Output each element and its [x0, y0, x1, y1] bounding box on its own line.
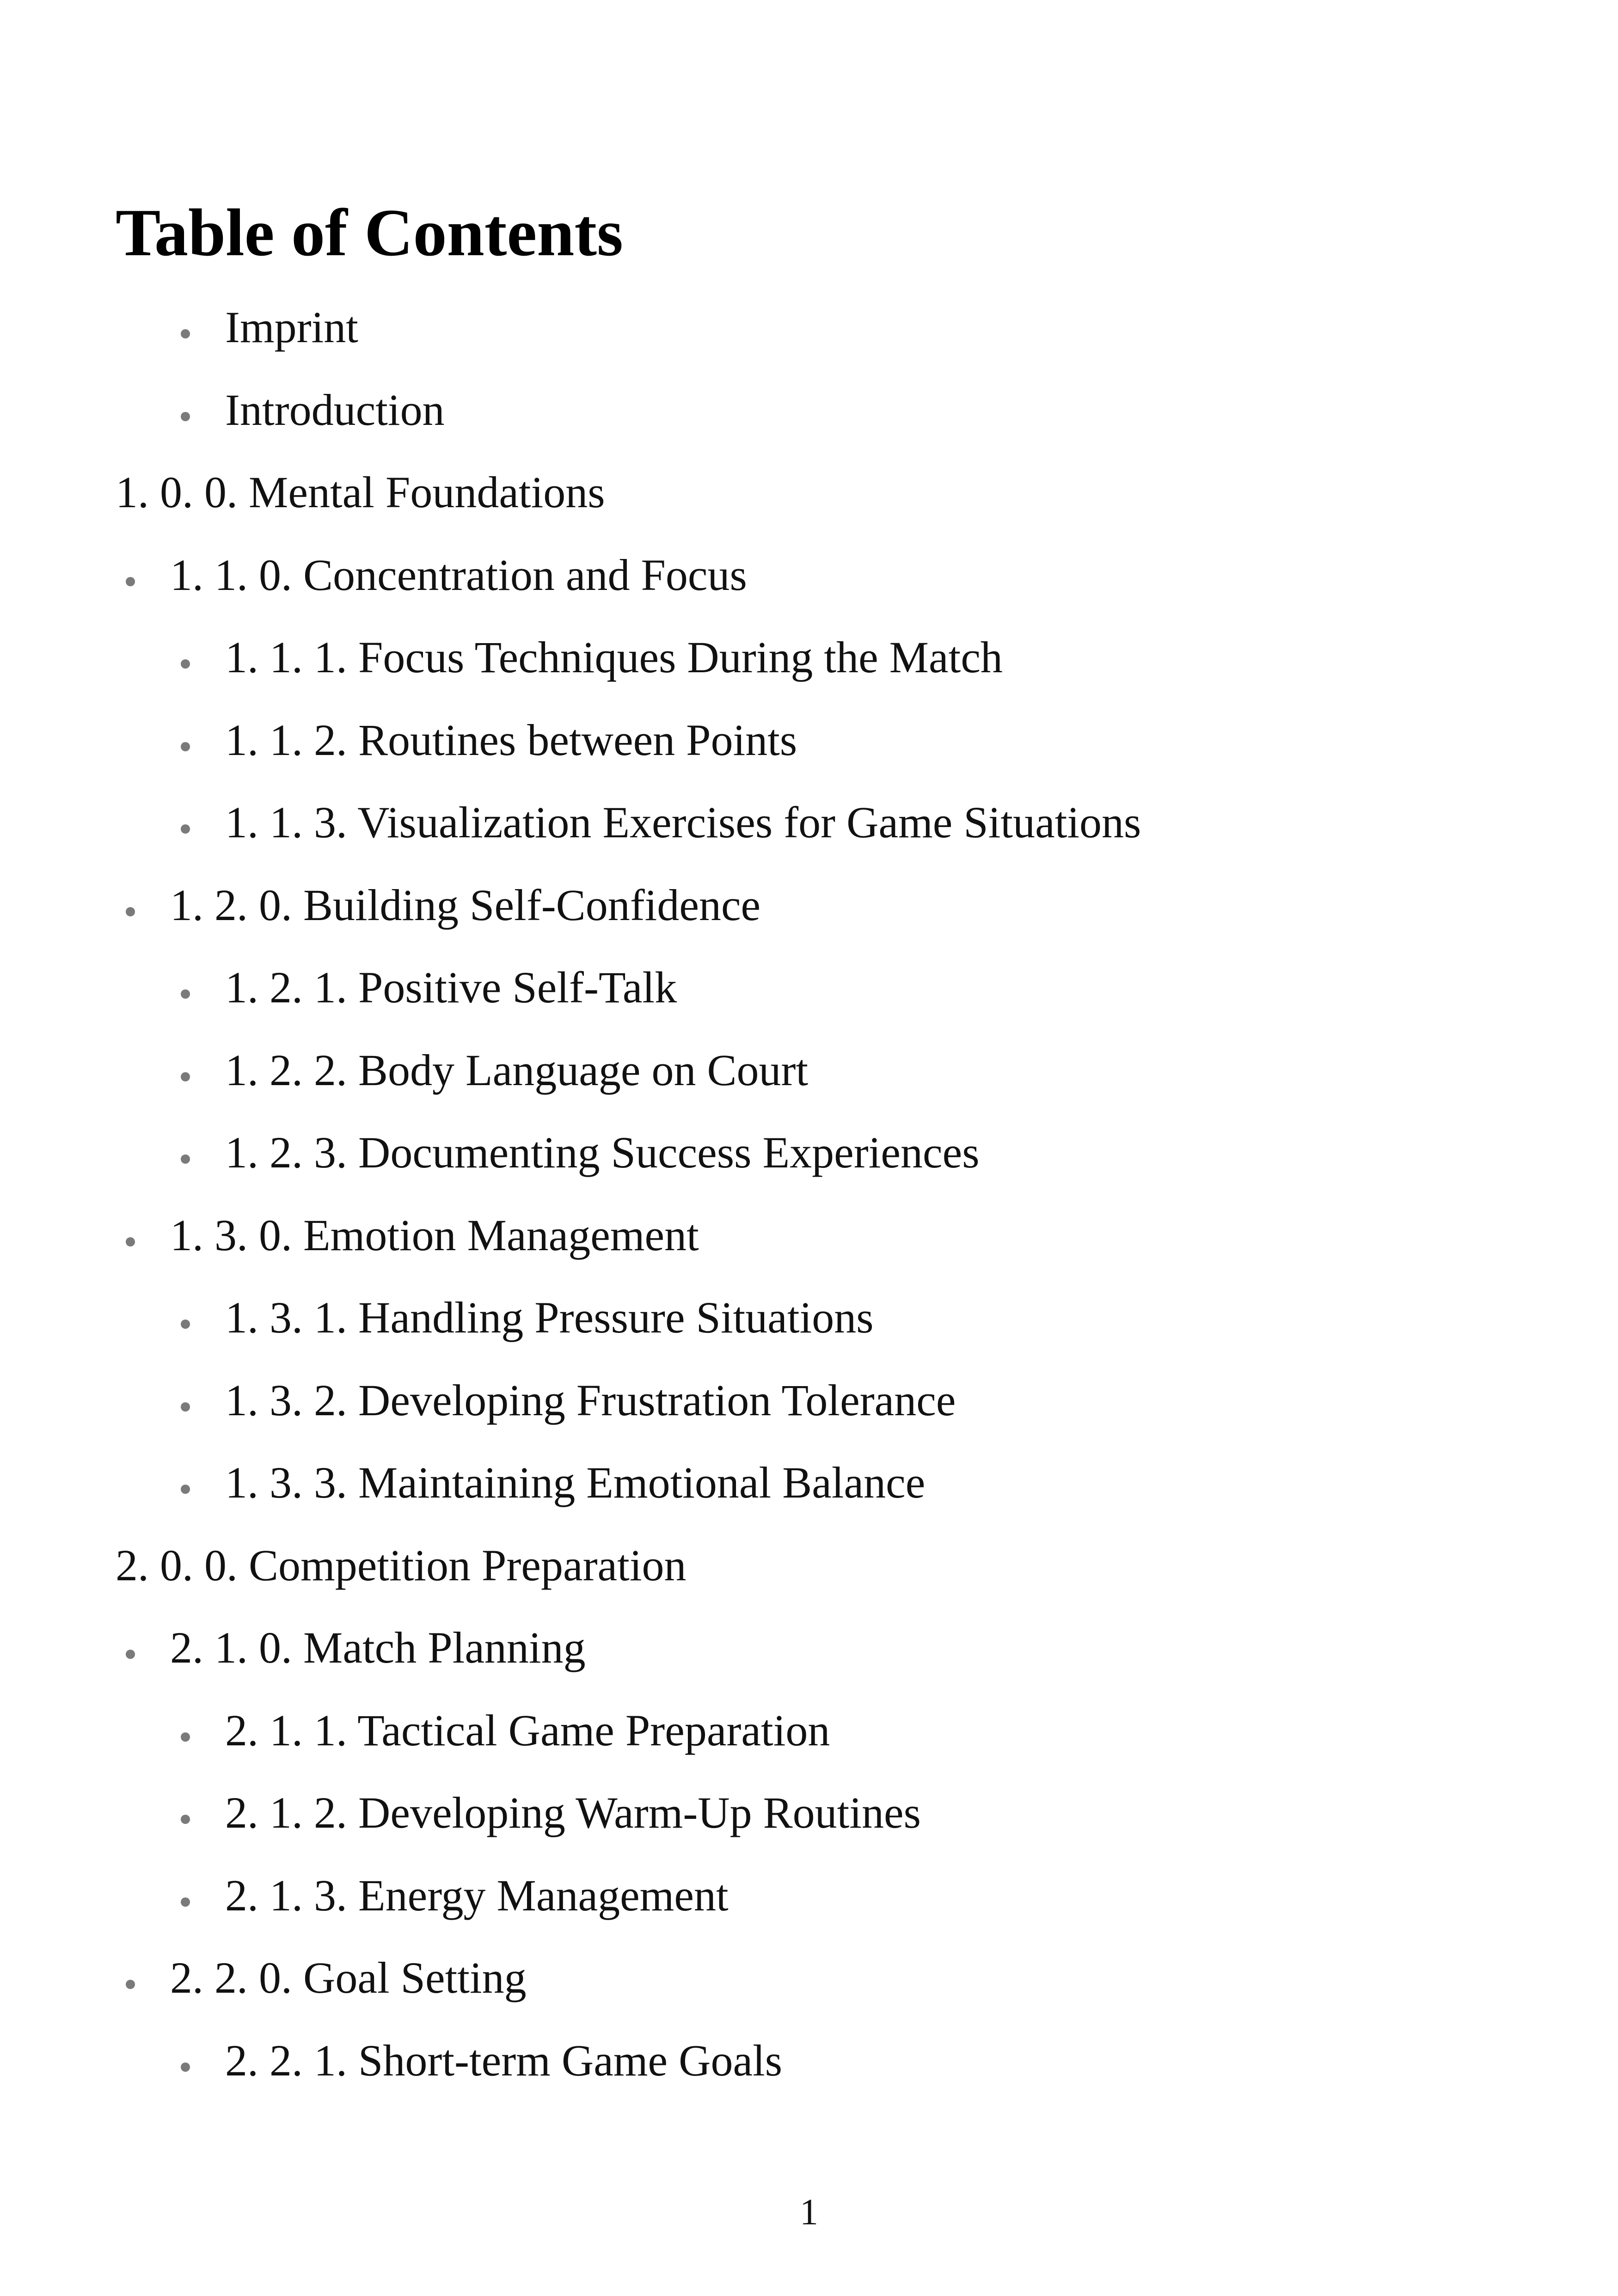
- toc-entry[interactable]: 1. 3. 1. Handling Pressure Situations: [225, 1293, 874, 1342]
- bullet-icon: [181, 329, 190, 338]
- toc-entry[interactable]: 2. 2. 0. Goal Setting: [170, 1953, 527, 2002]
- bullet-icon: [181, 824, 190, 834]
- bullet-icon: [181, 412, 190, 421]
- toc-entry[interactable]: 1. 2. 1. Positive Self-Talk: [225, 963, 677, 1012]
- toc-entry[interactable]: 1. 1. 3. Visualization Exercises for Game Situations: [225, 798, 1141, 847]
- toc-entry[interactable]: 1. 1. 2. Routines between Points: [225, 715, 797, 765]
- bullet-icon: [181, 659, 190, 669]
- bullet-icon: [181, 1072, 190, 1081]
- bullet-icon: [181, 989, 190, 999]
- bullet-icon: [181, 1402, 190, 1412]
- toc-entry[interactable]: 1. 0. 0. Mental Foundations: [116, 467, 605, 517]
- toc-entry[interactable]: 1. 2. 3. Documenting Success Experiences: [225, 1128, 980, 1177]
- toc-entry[interactable]: 2. 1. 2. Developing Warm-Up Routines: [225, 1788, 921, 1837]
- toc-entry[interactable]: 2. 1. 0. Match Planning: [170, 1623, 586, 1672]
- toc-entry[interactable]: 2. 0. 0. Competition Preparation: [116, 1541, 686, 1590]
- toc-entry[interactable]: Introduction: [225, 385, 445, 435]
- toc-entry[interactable]: 1. 3. 2. Developing Frustration Tolerance: [225, 1375, 956, 1425]
- bullet-icon: [126, 1237, 135, 1246]
- toc-entry[interactable]: 2. 1. 3. Energy Management: [225, 1871, 729, 1920]
- page-title: Table of Contents: [116, 195, 623, 270]
- bullet-icon: [181, 742, 190, 751]
- bullet-icon: [181, 2063, 190, 2072]
- toc-entry[interactable]: 2. 2. 1. Short-term Game Goals: [225, 2036, 783, 2085]
- toc-entry[interactable]: 1. 1. 0. Concentration and Focus: [170, 550, 747, 600]
- bullet-icon: [126, 577, 135, 586]
- toc-entry[interactable]: 1. 2. 0. Building Self-Confidence: [170, 880, 761, 930]
- bullet-icon: [181, 1154, 190, 1164]
- bullet-icon: [181, 1815, 190, 1824]
- toc-entry[interactable]: Imprint: [225, 302, 358, 352]
- bullet-icon: [126, 907, 135, 916]
- page-number: 1: [800, 2192, 818, 2233]
- toc-entry[interactable]: 1. 2. 2. Body Language on Court: [225, 1045, 809, 1095]
- toc-entry[interactable]: 1. 1. 1. Focus Techniques During the Match: [225, 632, 1003, 682]
- bullet-icon: [181, 1897, 190, 1907]
- toc-entry[interactable]: 1. 3. 0. Emotion Management: [170, 1210, 699, 1260]
- bullet-icon: [181, 1485, 190, 1494]
- bullet-icon: [181, 1320, 190, 1329]
- bullet-icon: [181, 1732, 190, 1742]
- toc-entry[interactable]: 1. 3. 3. Maintaining Emotional Balance: [225, 1458, 925, 1507]
- bullet-icon: [126, 1650, 135, 1659]
- bullet-icon: [126, 1980, 135, 1989]
- toc-entry[interactable]: 2. 1. 1. Tactical Game Preparation: [225, 1706, 830, 1755]
